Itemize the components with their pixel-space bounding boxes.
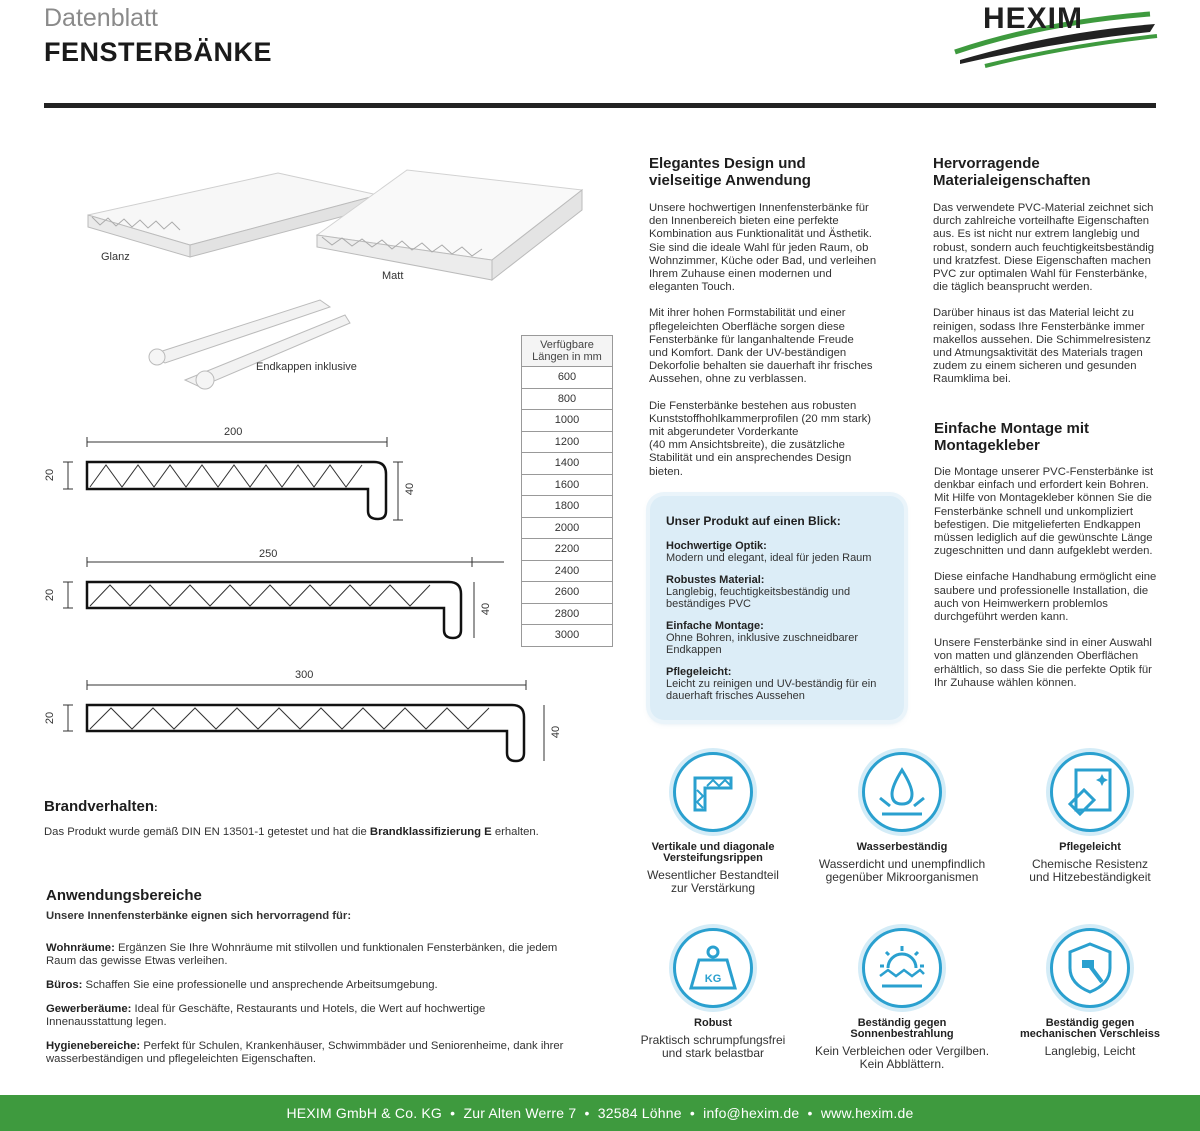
profile-height-right: 40 bbox=[550, 725, 563, 739]
text-line: Kunststoffhohlkammerprofilen (20 mm stark) bbox=[649, 412, 872, 425]
table-row bbox=[522, 410, 613, 432]
text-line: saubere und professionelle Installation, die bbox=[934, 584, 1149, 597]
text-line: Wohnzimmer, Küche oder Bad, und verleihen bbox=[649, 254, 877, 267]
text-line: eleganten Touch. bbox=[649, 281, 735, 294]
text-line: Aussehen, ohne zu verblassen. bbox=[649, 373, 807, 386]
sun-icon bbox=[862, 928, 942, 1008]
text-line: Darüber hinaus ist das Material leicht zu bbox=[933, 307, 1134, 320]
text-line: Fensterbänke für langanhaltende Freude bbox=[649, 333, 854, 346]
length-value: 1400 bbox=[522, 453, 613, 475]
text-line: Fensterbänke schnell und unkompliziert bbox=[934, 505, 1134, 518]
text-line: Diese einfache Handhabung ermöglicht eine bbox=[934, 571, 1157, 584]
document-subtitle: Datenblatt bbox=[44, 4, 158, 32]
text-line: makellos aussehen. Die Schimmelresistenz bbox=[933, 333, 1151, 346]
endcaps-image bbox=[145, 295, 355, 390]
feature-title: Beständig gegen mechanischen Verschleiss bbox=[1019, 1017, 1161, 1040]
text-line: Raumklima bei. bbox=[933, 373, 1011, 386]
feature-description: Kein Verbleichen oder Vergilben. Kein Abblättern. bbox=[814, 1044, 990, 1071]
text-line: PVC zur optimalen Wahl für Fensterbänke, bbox=[933, 268, 1148, 281]
glance-item: Pflegeleicht: Leicht zu reinigen und UV-beständig für ein dauerhaft frisches Aussehen bbox=[666, 666, 877, 702]
text-line: zudem zu einem sicheren und gesunden bbox=[933, 360, 1137, 373]
text-line: durchgeführt werden kann. bbox=[934, 611, 1069, 624]
water-drop-icon bbox=[862, 752, 942, 832]
profile-width: 200 bbox=[224, 426, 243, 438]
table-row bbox=[522, 388, 613, 410]
length-value: 2200 bbox=[522, 539, 613, 561]
feature-description: Wasserdicht und unempfindlich gegenüber Mikroorganismen bbox=[818, 857, 986, 884]
ribs-icon bbox=[673, 752, 753, 832]
table-row bbox=[522, 625, 613, 647]
lengths-table bbox=[521, 335, 613, 647]
list-item: Hygienebereiche: Perfekt für Schulen, Krankenhäuser, Schwimmbäder und Seniorenheime, dank ihrer wasserbeständigen und pflegeleichten Eigenschaften. bbox=[46, 1040, 564, 1065]
feature-item bbox=[807, 752, 997, 884]
length-value: 2400 bbox=[522, 560, 613, 582]
text-line: und kratzfest. Diese Eigenschaften machen bbox=[933, 254, 1151, 267]
fire-text: Das Produkt wurde gemäß DIN EN 13501-1 getestet und hat die Brandklassifizierung E erhalten. bbox=[44, 826, 539, 838]
feature-item bbox=[618, 752, 808, 895]
text-line: den Innenbereich bieten eine perfekte bbox=[649, 215, 839, 228]
length-value: 1200 bbox=[522, 431, 613, 453]
profile-height-left: 20 bbox=[44, 468, 57, 482]
glance-item: Einfache Montage: Ohne Bohren, inklusive zuschneidbarer Endkappen bbox=[666, 620, 859, 656]
text-line: Ihrem Zuhause einen modernen und bbox=[649, 268, 832, 281]
shield-hammer-icon bbox=[1050, 928, 1130, 1008]
feature-description: Wesentlicher Bestandteil zur Verstärkung bbox=[647, 868, 779, 895]
feature-title: Wasserbeständig bbox=[856, 841, 948, 853]
feature-description: Praktisch schrumpfungsfrei und stark belastbar bbox=[640, 1033, 786, 1060]
weight-label: KG bbox=[704, 973, 722, 985]
design-heading: Elegantes Design und vielseitige Anwendung bbox=[649, 155, 811, 189]
text-line: befestigen. Die mitgelieferten Endkappen bbox=[934, 518, 1141, 531]
text-line: aus. Es ist nicht nur extrem langlebig und bbox=[933, 228, 1140, 241]
text-line: erhältlich, so dass Sie die perfekte Optik für bbox=[934, 663, 1152, 676]
product-matt-image bbox=[312, 165, 597, 295]
text-line: (40 mm Ansichtsbreite), die zusätzliche bbox=[649, 439, 845, 452]
length-value: 800 bbox=[522, 388, 613, 410]
text-line: und Komfort. Dank der UV-beständigen bbox=[649, 347, 847, 360]
footer bbox=[0, 1095, 1200, 1131]
table-row bbox=[522, 453, 613, 475]
glance-heading: Unser Produkt auf einen Blick: bbox=[666, 514, 841, 528]
table-header: Verfügbare Längen in mm bbox=[522, 336, 613, 367]
profile-drawing-300 bbox=[44, 668, 584, 768]
label-endcaps: Endkappen inklusive bbox=[256, 361, 357, 373]
length-value: 3000 bbox=[522, 625, 613, 647]
feature-item bbox=[618, 928, 808, 1060]
montage-text bbox=[934, 466, 1184, 690]
length-value: 1800 bbox=[522, 496, 613, 518]
glance-box bbox=[650, 496, 904, 720]
table-row bbox=[522, 474, 613, 496]
table-row bbox=[522, 603, 613, 625]
length-value: 1600 bbox=[522, 474, 613, 496]
usage-list bbox=[46, 942, 606, 1077]
text-line: mit abgerundeter Vorderkante bbox=[649, 426, 799, 439]
table-row bbox=[522, 582, 613, 604]
design-text bbox=[649, 202, 899, 479]
text-line: auch von Heimwerkern problemlos bbox=[934, 597, 1108, 610]
glance-item: Hochwertige Optik: Modern und elegant, ideal für jeden Raum bbox=[666, 540, 872, 564]
feature-title: Pflegeleicht bbox=[1059, 841, 1121, 853]
logo-text: HEXIM bbox=[983, 2, 1084, 35]
label-matt: Matt bbox=[382, 270, 404, 282]
profile-height-left: 20 bbox=[44, 711, 57, 725]
cleaning-icon bbox=[1050, 752, 1130, 832]
profile-height-right: 40 bbox=[480, 602, 493, 616]
profile-width: 250 bbox=[259, 548, 278, 560]
text-line: Die Montage unserer PVC-Fensterbänke ist bbox=[934, 466, 1154, 478]
text-line: reinigen, sodass Ihre Fensterbänke immer bbox=[933, 320, 1145, 333]
profile-drawing-200 bbox=[44, 425, 424, 525]
material-heading: Hervorragende Materialeigenschaften bbox=[933, 155, 1091, 189]
table-row bbox=[522, 431, 613, 453]
profile-drawing-250 bbox=[44, 546, 504, 646]
document-title: FENSTERBÄNKE bbox=[44, 37, 273, 67]
text-line: Das verwendete PVC-Material zeichnet sich bbox=[933, 202, 1154, 214]
label-glanz: Glanz bbox=[101, 251, 130, 263]
length-value: 2800 bbox=[522, 603, 613, 625]
text-line: Stabilität und ein ansprechendes Design bbox=[649, 452, 852, 465]
table-header-row bbox=[522, 336, 613, 367]
list-item: Gewerberäume: Ideal für Geschäfte, Restaurants und Hotels, die Wert auf hochwertige Innenausstattung legen. bbox=[46, 1003, 486, 1028]
text-line: pflegeleichten Oberfläche sorgen diese bbox=[649, 320, 845, 333]
text-line: robust, sondern auch feuchtigkeitsbeständig bbox=[933, 241, 1155, 254]
list-item: Büros: Schaffen Sie eine professionelle und ansprechende Arbeitsumgebung. bbox=[46, 979, 438, 991]
profile-height-left: 20 bbox=[44, 588, 57, 602]
text-line: Mit ihrer hohen Formstabilität und einer bbox=[649, 307, 846, 320]
text-line: Kombination aus Funktionalität und Ästhetik. bbox=[649, 228, 872, 241]
feature-title: Vertikale und diagonale Versteifungsrippen bbox=[651, 841, 775, 864]
text-line: Ihr Zuhause wählen können. bbox=[934, 676, 1077, 689]
table-row bbox=[522, 367, 613, 389]
text-line: Die Fensterbänke bestehen aus robusten bbox=[649, 399, 857, 412]
montage-heading: Einfache Montage mit Montagekleber bbox=[934, 420, 1090, 454]
feature-item bbox=[995, 752, 1185, 884]
footer-text: HEXIM GmbH & Co. KG • Zur Alten Werre 7 • 32584 Löhne • info@hexim.de • www.hexim.de bbox=[286, 1105, 914, 1121]
text-line: denkbar einfach und erfordert kein Bohren. bbox=[934, 479, 1149, 492]
text-line: bieten. bbox=[649, 465, 683, 478]
glance-item: Robustes Material: Langlebig, feuchtigkeitsbeständig und beständiges PVC bbox=[666, 574, 851, 610]
length-value: 1000 bbox=[522, 410, 613, 432]
usage-heading: Anwendungsbereiche bbox=[46, 887, 202, 904]
table-row bbox=[522, 560, 613, 582]
text-line: zugeschnitten und dann aufgeklebt werden. bbox=[934, 545, 1153, 558]
weight-icon bbox=[673, 928, 753, 1008]
text-line: Mit Hilfe von Montagekleber können Sie die bbox=[934, 492, 1152, 505]
header-divider bbox=[44, 103, 1156, 108]
table-row bbox=[522, 496, 613, 518]
table-row bbox=[522, 517, 613, 539]
feature-item bbox=[995, 928, 1185, 1058]
text-line: Dekorfolie behalten sie dauerhaft ihr frisches bbox=[649, 360, 873, 373]
text-line: müssen lediglich auf die gewünschte Länge bbox=[934, 532, 1153, 545]
feature-description: Langlebig, Leicht bbox=[1044, 1044, 1136, 1058]
fire-heading: Brandverhalten: bbox=[44, 798, 158, 815]
table-row bbox=[522, 539, 613, 561]
usage-intro: Unsere Innenfensterbänke eignen sich hervorragend für: bbox=[46, 910, 352, 922]
feature-item bbox=[807, 928, 997, 1071]
length-value: 600 bbox=[522, 367, 613, 389]
feature-title: Beständig gegen Sonnenbestrahlung bbox=[850, 1017, 954, 1040]
profile-width: 300 bbox=[295, 669, 314, 681]
text-line: durch zahlreiche vorteilhafte Eigenschaften bbox=[933, 215, 1150, 228]
material-text bbox=[933, 202, 1183, 387]
text-line: die täglich beansprucht werden. bbox=[933, 281, 1093, 294]
length-value: 2000 bbox=[522, 517, 613, 539]
text-line: Unsere hochwertigen Innenfensterbänke für bbox=[649, 202, 869, 214]
list-item: Wohnräume: Ergänzen Sie Ihre Wohnräume mit stilvollen und funktionalen Fensterbänken, die jedem Raum das gewisse Etwas verleihen. bbox=[46, 942, 558, 967]
text-line: Sie sind die ideale Wahl für jeden Raum, ob bbox=[649, 241, 869, 254]
feature-description: Chemische Resistenz und Hitzebeständigkeit bbox=[1029, 857, 1151, 884]
hexim-logo bbox=[945, 2, 1160, 72]
profile-height-right: 40 bbox=[404, 482, 417, 496]
feature-title: Robust bbox=[694, 1017, 732, 1029]
text-line: von matten und glänzenden Oberflächen bbox=[934, 650, 1139, 663]
text-line: Unsere Fensterbänke sind in einer Auswahl bbox=[934, 637, 1152, 650]
text-line: und Atmungsaktivität des Materials tragen bbox=[933, 347, 1143, 360]
length-value: 2600 bbox=[522, 582, 613, 604]
